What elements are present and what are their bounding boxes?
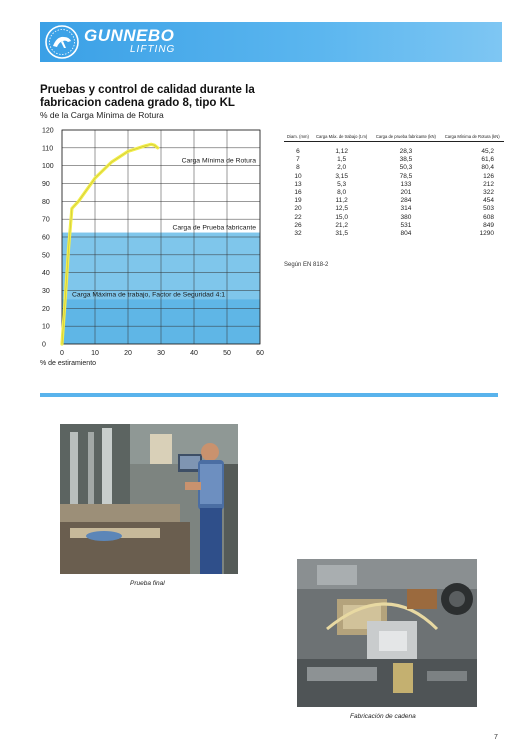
table-header-cell: Carga de prueba fabricante (kN) xyxy=(371,133,440,142)
photo-chain-manufacturing xyxy=(297,559,477,707)
brand-name: GUNNEBO xyxy=(84,26,175,45)
chart-annotation: Carga Mínima de Rotura xyxy=(181,157,256,165)
table-cell: 2,0 xyxy=(337,164,347,172)
table-cell: 15,0 xyxy=(335,213,348,221)
table-cell: 78,5 xyxy=(399,172,413,180)
table-cell: 454 xyxy=(483,197,494,205)
table-row xyxy=(284,156,504,164)
x-tick-label: 50 xyxy=(223,350,231,357)
y-tick-label: 80 xyxy=(42,198,50,206)
table-cell: 10 xyxy=(294,172,302,180)
table-cell: 12,5 xyxy=(335,205,348,213)
table-cell: 322 xyxy=(483,189,494,197)
y-tick-label: 110 xyxy=(42,145,54,153)
table-cell: 314 xyxy=(400,205,412,213)
table-cell: 1,5 xyxy=(337,156,347,164)
table-cell: 28,3 xyxy=(399,148,413,155)
photo1-caption: Prueba final xyxy=(130,580,165,587)
table-cell: 26 xyxy=(294,221,302,229)
table-row xyxy=(284,222,504,230)
table-header-cell: Diam. (mm) xyxy=(284,133,312,142)
y-tick-label: 20 xyxy=(42,305,50,313)
table-cell: 804 xyxy=(400,230,412,238)
y-tick-label: 30 xyxy=(42,288,50,295)
y-tick-label: 100 xyxy=(42,163,54,171)
table-row xyxy=(284,164,504,172)
table-cell: 80,4 xyxy=(481,164,494,172)
y-tick-label: 70 xyxy=(42,216,50,224)
table-cell: 13 xyxy=(294,180,302,188)
table-cell: 11,2 xyxy=(335,197,348,205)
table-header-cell: Carga Mínima de Rotura (kN) xyxy=(440,133,504,142)
table-row xyxy=(284,214,504,222)
table-cell: 61,6 xyxy=(481,156,494,164)
table-row xyxy=(284,142,504,157)
y-tick-label: 40 xyxy=(42,270,50,278)
table-cell: 6 xyxy=(296,148,300,155)
table-row xyxy=(284,173,504,181)
norm-reference: Según EN 818-2 xyxy=(284,262,329,268)
y-tick-label: 120 xyxy=(42,127,54,135)
chart-annotation: Carga Máxima de trabajo, Factor de Seguridad 4:1 xyxy=(72,291,226,299)
table-cell: 32 xyxy=(294,230,302,238)
table-cell: 8,0 xyxy=(337,189,347,197)
table-cell: 126 xyxy=(483,172,494,180)
table-cell: 50,3 xyxy=(399,164,413,172)
chart-annotation: Carga de Prueba fabricante xyxy=(172,224,256,232)
table-cell: 212 xyxy=(483,180,494,188)
load-elongation-chart xyxy=(40,122,270,358)
table-row xyxy=(284,181,504,189)
table-header-cell: Carga Máx. de trabajo (t.m) xyxy=(312,133,372,142)
page-number: 7 xyxy=(494,734,498,741)
chart-ylabel: % de la Carga Mínima de Rotura xyxy=(40,110,164,120)
table-row xyxy=(284,205,504,213)
y-tick-label: 10 xyxy=(42,323,50,331)
x-tick-label: 40 xyxy=(190,350,198,357)
table-cell: 503 xyxy=(483,205,494,213)
x-tick-label: 30 xyxy=(157,350,165,357)
table-cell: 3,15 xyxy=(335,172,348,180)
y-tick-label: 60 xyxy=(42,234,50,242)
y-tick-label: 50 xyxy=(42,252,50,260)
table-cell: 608 xyxy=(483,213,494,221)
table-cell: 19 xyxy=(294,197,302,205)
photo2-caption: Fabricación de cadena xyxy=(350,713,416,720)
x-tick-label: 10 xyxy=(91,350,99,357)
x-tick-label: 20 xyxy=(124,350,132,357)
table-cell: 201 xyxy=(400,189,412,197)
table-cell: 38,5 xyxy=(399,156,413,164)
table-cell: 7 xyxy=(296,156,300,164)
table-cell: 133 xyxy=(400,180,412,188)
y-tick-label: 90 xyxy=(42,181,50,188)
table-cell: 1290 xyxy=(479,230,494,238)
page-title: Pruebas y control de calidad durante la fabricacion cadena grado 8, tipo KL xyxy=(40,84,255,109)
photo-final-test xyxy=(60,424,238,574)
table-cell: 284 xyxy=(400,197,412,205)
table-row xyxy=(284,189,504,197)
y-tick-label: 0 xyxy=(42,341,46,349)
table-row xyxy=(284,230,504,238)
table-cell: 8 xyxy=(296,164,300,172)
table-cell: 16 xyxy=(294,189,302,197)
chain-spec-table xyxy=(284,133,504,238)
table-cell: 21,2 xyxy=(335,221,348,229)
table-cell: 20 xyxy=(294,205,302,213)
table-cell: 1,12 xyxy=(335,148,348,155)
table-cell: 31,5 xyxy=(335,230,348,238)
table-cell: 45,2 xyxy=(481,148,494,155)
table-cell: 22 xyxy=(294,213,302,221)
table-cell: 849 xyxy=(483,221,494,229)
gunnebo-logo-icon xyxy=(44,24,80,60)
section-divider xyxy=(40,393,498,397)
table-row xyxy=(284,197,504,205)
table-cell: 531 xyxy=(400,221,412,229)
table-cell: 5,3 xyxy=(337,180,347,188)
x-tick-label: 0 xyxy=(60,350,64,357)
table-cell: 380 xyxy=(400,213,412,221)
x-tick-label: 60 xyxy=(256,350,264,357)
table-header-row xyxy=(284,133,504,142)
chart-xlabel: % de estiramiento xyxy=(40,360,97,367)
brand-subtitle: LIFTING xyxy=(130,44,176,55)
